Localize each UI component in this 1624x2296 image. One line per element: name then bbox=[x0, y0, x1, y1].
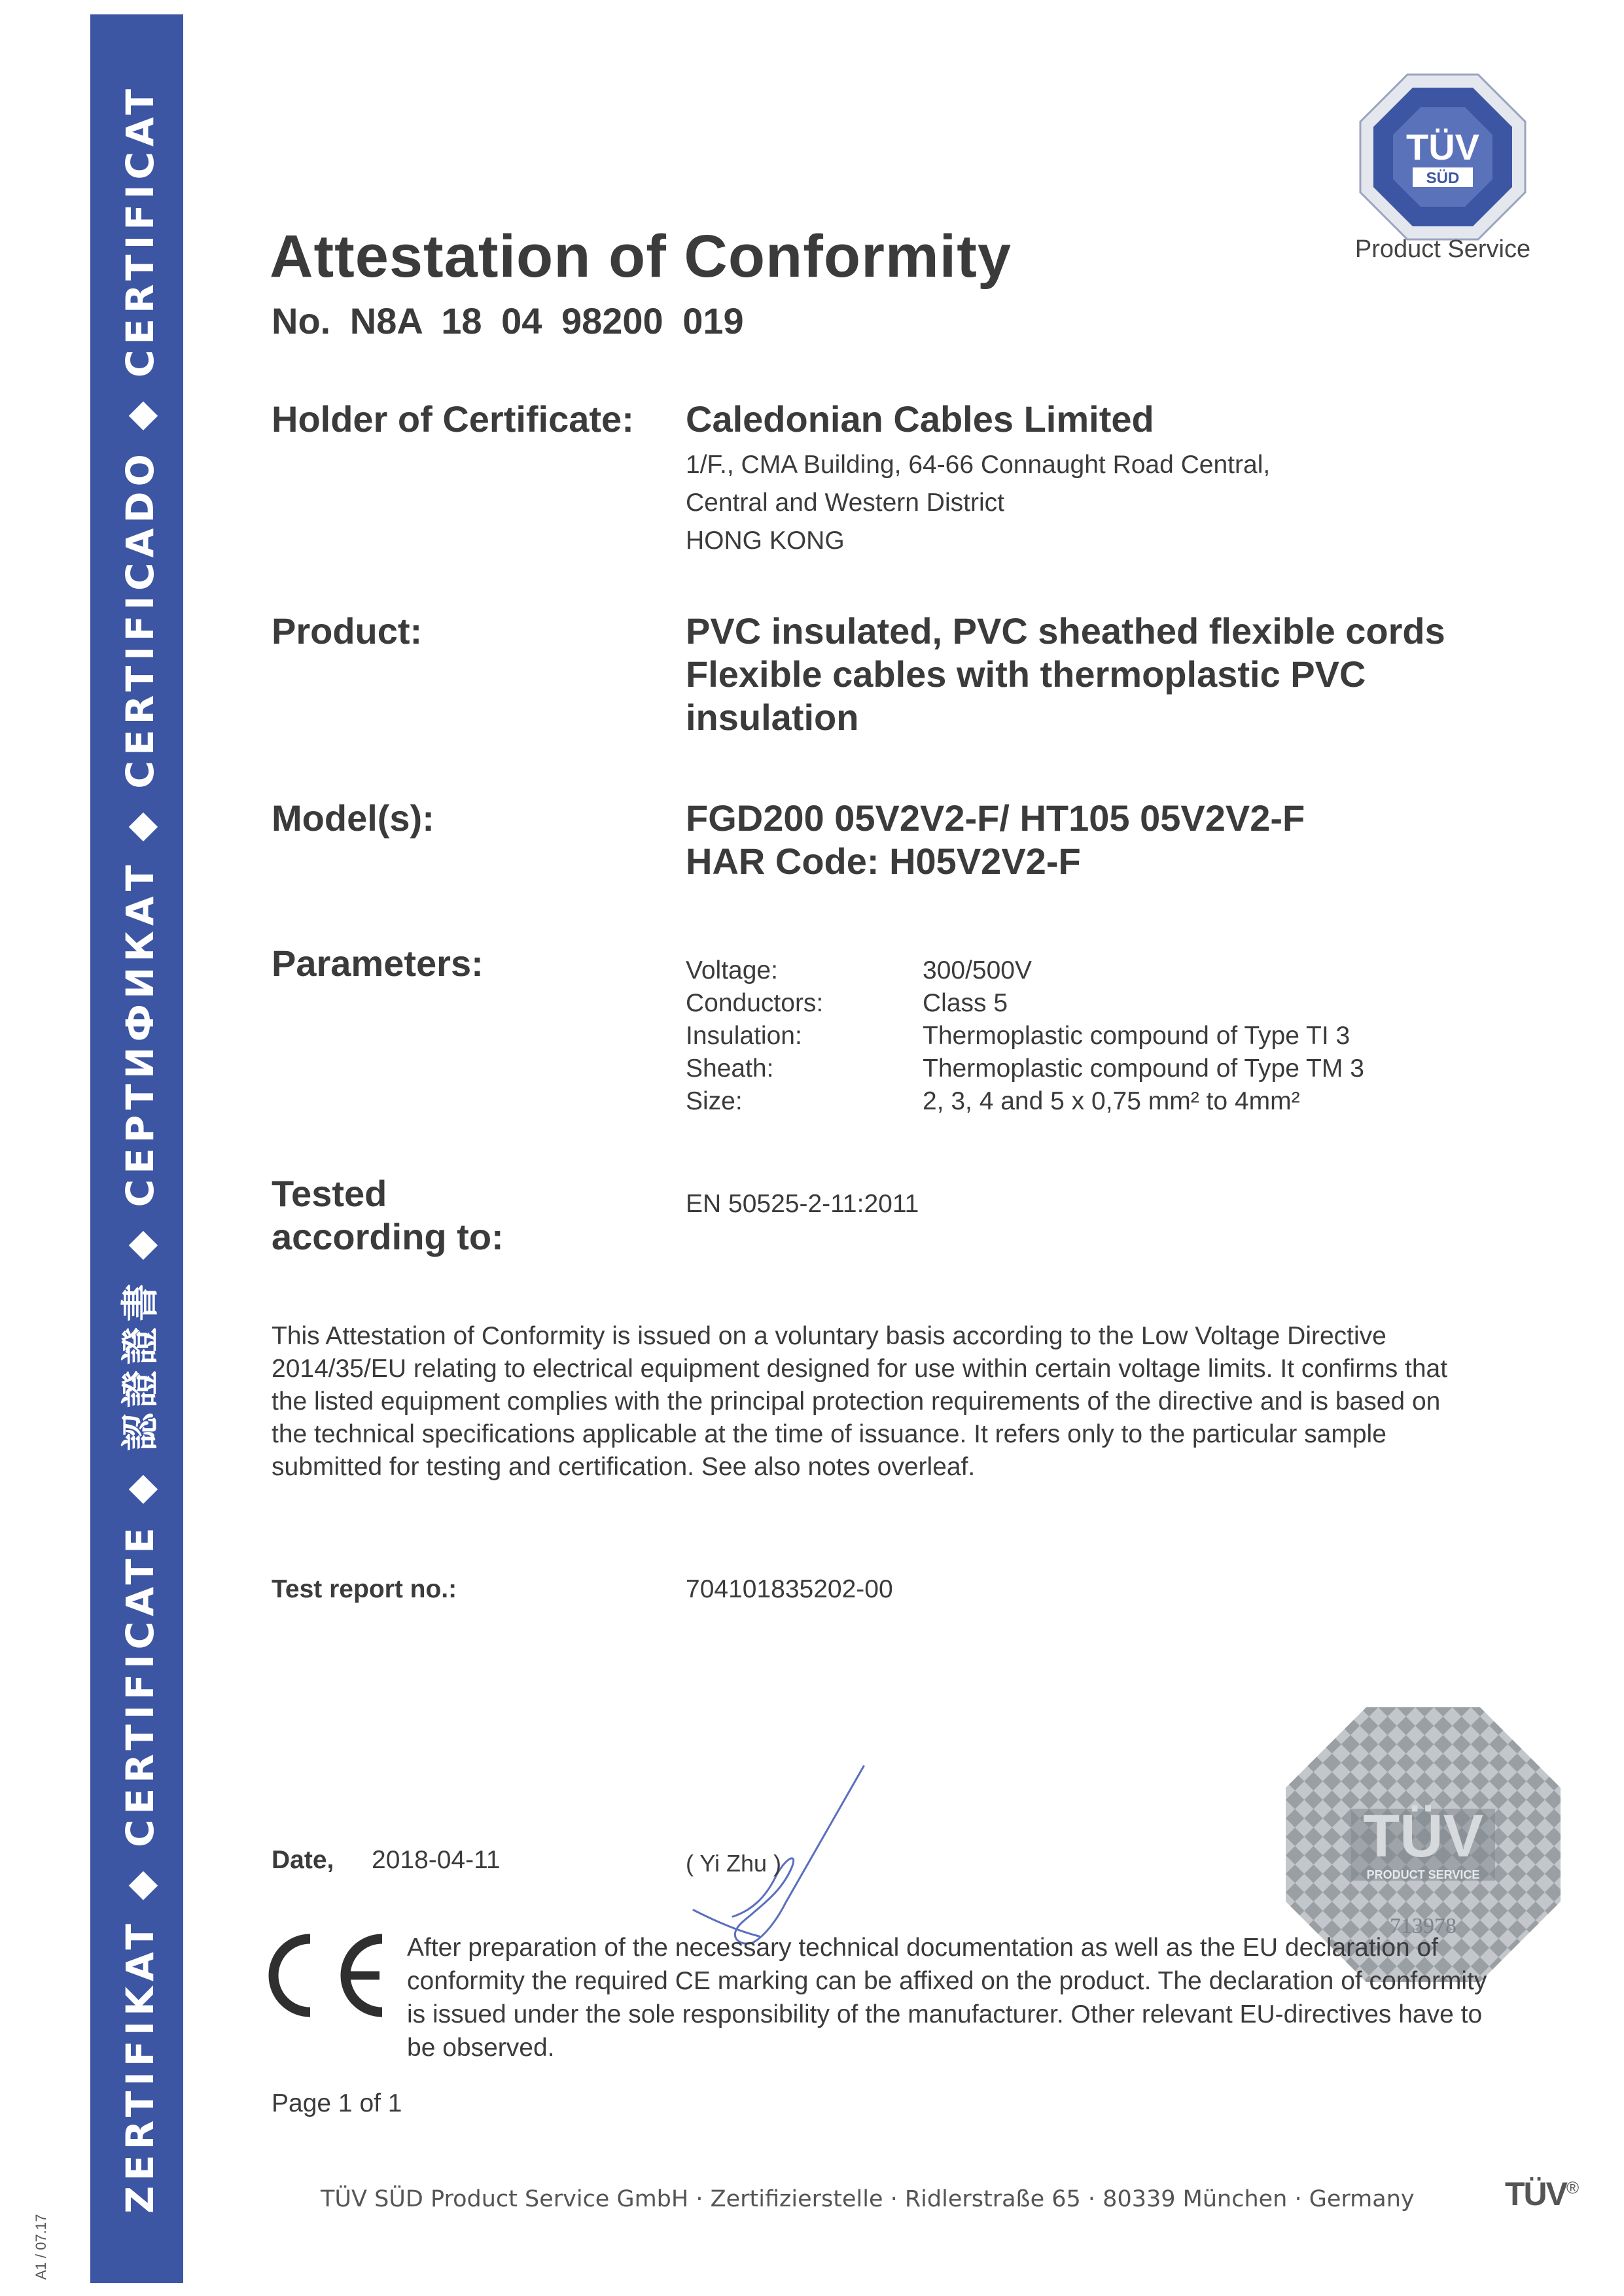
test-report-label: Test report no.: bbox=[272, 1575, 457, 1603]
parameter-value: 300/500V bbox=[923, 956, 1032, 984]
holder-name: Caledonian Cables Limited bbox=[686, 398, 1154, 440]
tuv-sud-logo bbox=[1358, 72, 1528, 242]
seal-sub: PRODUCT SERVICE bbox=[1366, 1868, 1480, 1881]
date-value: 2018-04-11 bbox=[372, 1846, 501, 1874]
page-indicator: Page 1 of 1 bbox=[272, 2089, 402, 2117]
test-report-number: 704101835202-00 bbox=[686, 1575, 893, 1603]
ce-marking-text: After preparation of the necessary technical documentation as well as the EU declaration of conformity the required CE marking can be affixed on the product. The declaration of conformity is issued under the sole responsibility of the manufacturer. Other relevant EU-directives have to be observed. bbox=[407, 1934, 1487, 2062]
address-line: HONG KONG bbox=[686, 527, 845, 555]
footer-logo bbox=[1505, 2175, 1578, 2213]
parameter-row bbox=[686, 1054, 1364, 1087]
models-label: Model(s): bbox=[272, 797, 434, 839]
model-line: HAR Code: H05V2V2-F bbox=[686, 841, 1081, 882]
signatory-name: ( Yi Zhu ) bbox=[686, 1850, 782, 1877]
parameters-label: Parameters: bbox=[272, 943, 484, 984]
certificate-number: No. N8A 18 04 98200 019 bbox=[272, 300, 744, 341]
tested-standard: EN 50525-2-11:2011 bbox=[686, 1190, 919, 1218]
tested-label-line: according to: bbox=[272, 1216, 504, 1257]
seal-number: 713978 bbox=[1390, 1914, 1456, 1938]
parameter-key: Sheath: bbox=[686, 1054, 774, 1083]
parameter-value: Class 5 bbox=[923, 989, 1008, 1017]
address-line: Central and Western District bbox=[686, 489, 1004, 517]
holder-label: Holder of Certificate: bbox=[272, 398, 634, 440]
product-description bbox=[686, 610, 1445, 739]
tested-label bbox=[272, 1172, 504, 1259]
model-line: FGD200 05V2V2-F/ HT105 05V2V2-F bbox=[686, 797, 1305, 839]
certificate-side-band bbox=[90, 14, 183, 2283]
parameter-key: Conductors: bbox=[686, 989, 824, 1017]
conformity-statement: This Attestation of Conformity is issued on a voluntary basis according to the Low Voltage Directive 2014/35/EU relating to electrical equipment designed for use within certain voltage limits. It confirms that the listed equipment complies with the principal protection requirements of the directive and is based on the technical specifications applicable at the time of issuance. It refers only to the particular sample submitted for testing and certification. See also notes overleaf. bbox=[272, 1322, 1448, 1481]
product-line: insulation bbox=[686, 697, 859, 738]
parameter-row bbox=[686, 989, 1364, 1022]
parameter-value: 2, 3, 4 and 5 x 0,75 mm² to 4mm² bbox=[923, 1087, 1300, 1115]
footer-logo-mark: TÜV bbox=[1505, 2176, 1566, 2212]
models-list bbox=[686, 797, 1305, 883]
date-label: Date, bbox=[272, 1846, 334, 1874]
parameter-value: Thermoplastic compound of Type TM 3 bbox=[923, 1054, 1364, 1083]
logo-caption: Product Service bbox=[1354, 235, 1531, 263]
logo-mark: TÜV bbox=[1406, 126, 1479, 167]
form-code: A1 / 07.17 bbox=[33, 2214, 49, 2280]
parameter-key: Voltage: bbox=[686, 956, 778, 984]
parameter-row bbox=[686, 1087, 1364, 1120]
logo-sub: SÜD bbox=[1426, 169, 1460, 187]
parameter-row bbox=[686, 1022, 1364, 1054]
registered-mark: ® bbox=[1566, 2178, 1578, 2198]
parameter-row bbox=[686, 956, 1364, 989]
side-band-text: ZERTIFIKAT ◆ CERTIFICATE ◆ 認證證書 ◆ СЕРТИФИКАТ ◆ CERTIFICADO ◆ CERTIFICAT bbox=[118, 84, 162, 2214]
parameters-table bbox=[686, 956, 1364, 1120]
product-label: Product: bbox=[272, 610, 423, 652]
parameter-value: Thermoplastic compound of Type TI 3 bbox=[923, 1022, 1350, 1050]
product-line: Flexible cables with thermoplastic PVC bbox=[686, 653, 1366, 695]
parameter-key: Size: bbox=[686, 1087, 743, 1115]
product-line: PVC insulated, PVC sheathed flexible cords bbox=[686, 610, 1445, 652]
address-line: 1/F., CMA Building, 64-66 Connaught Road Central, bbox=[686, 451, 1271, 479]
footer-address: TÜV SÜD Product Service GmbH · Zertifizierstelle · Ridlerstraße 65 · 80339 München · Germany bbox=[321, 2186, 1415, 2212]
parameter-key: Insulation: bbox=[686, 1022, 802, 1050]
holder-address bbox=[686, 446, 1270, 560]
tested-label-line: Tested bbox=[272, 1173, 387, 1214]
document-title: Attestation of Conformity bbox=[270, 223, 1012, 290]
ce-mark bbox=[267, 1930, 391, 2021]
seal-mark: TÜV bbox=[1363, 1803, 1483, 1870]
